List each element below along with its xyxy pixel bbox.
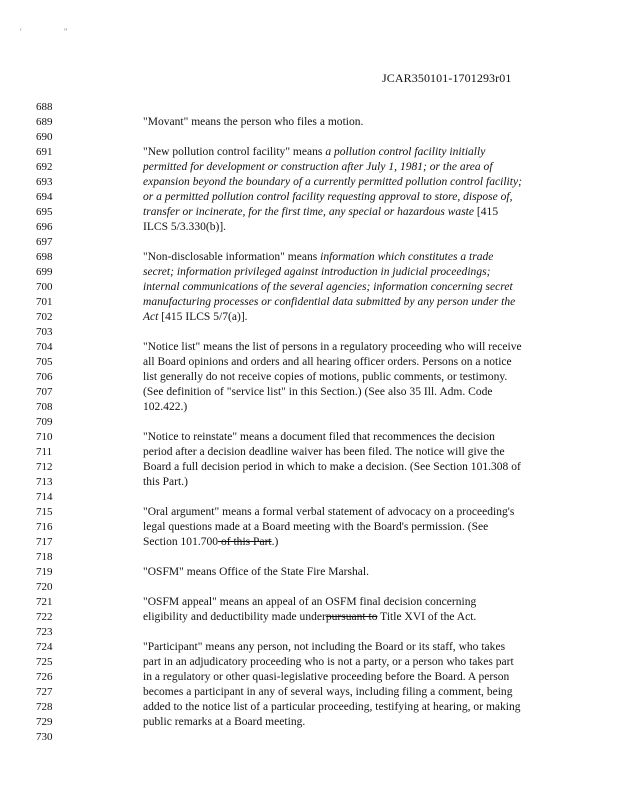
statutory-text: internal communications of the several agencies; information concerning secret <box>143 281 513 293</box>
definition-movant: "Movant" means the person who files a motion. <box>143 116 364 128</box>
line-number: 705 <box>36 356 53 368</box>
line-number: 694 <box>36 191 53 203</box>
term-text: "New pollution control facility" means <box>143 146 326 158</box>
line-number: 730 <box>36 731 53 743</box>
definition-text: (See definition of "service list" in this Section.) (See also 35 Ill. Adm. Code <box>143 386 493 398</box>
line-number: 700 <box>36 281 53 293</box>
definition-text: 102.422.) <box>143 401 188 413</box>
definition-text: list generally do not receive copies of motions, public comments, or testimony. <box>143 371 508 383</box>
line-number: 716 <box>36 521 53 533</box>
line-number: 710 <box>36 431 53 443</box>
citation-text: ILCS 5/3.330(b)]. <box>143 221 227 233</box>
statutory-text: expansion beyond the boundary of a currently permitted pollution control facility; <box>143 176 522 188</box>
line-number: 708 <box>36 401 53 413</box>
definition-osfm-appeal: "OSFM appeal" means an appeal of an OSFM final decision concerning <box>143 596 477 608</box>
deleted-text: pursuant to <box>325 611 378 623</box>
line-number: 725 <box>36 656 53 668</box>
statutory-text: permitted for development or construction after July 1, 1981; or the area of <box>143 161 493 173</box>
citation-text: [415 ILCS 5/7(a)]. <box>158 311 248 323</box>
definition-text <box>143 536 278 548</box>
line-number: 727 <box>36 686 53 698</box>
definition-text: public remarks at a Board meeting. <box>143 716 306 728</box>
definition-text: this Part.) <box>143 476 188 488</box>
statutory-text: transfer or incinerate, for the first time, any special or hazardous waste <box>143 206 475 218</box>
line-number: 726 <box>36 671 53 683</box>
line-number: 719 <box>36 566 53 578</box>
line-number: 692 <box>36 161 53 173</box>
definition-text <box>143 311 248 323</box>
line-number: 696 <box>36 221 53 233</box>
line-number: 713 <box>36 476 53 488</box>
deleted-text: of this Part <box>218 536 272 548</box>
statutory-text: Act <box>143 311 159 323</box>
statutory-text: information which constitutes a trade <box>320 251 494 263</box>
definition-text: in a regulatory or other quasi-legislative proceeding before the Board. A person <box>143 671 510 683</box>
line-number: 717 <box>36 536 53 548</box>
definition-text: period after a decision deadline waiver has been filed. The notice will give the <box>143 446 505 458</box>
line-number: 701 <box>36 296 53 308</box>
line-number: 709 <box>36 416 53 428</box>
definition-text: eligibility and deductibility made under <box>143 611 326 623</box>
definition-text: legal questions made at a Board meeting with the Board's permission. (See <box>143 521 489 533</box>
line-number: 698 <box>36 251 53 263</box>
definition-osfm: "OSFM" means Office of the State Fire Marshal. <box>143 566 370 578</box>
definition-text: becomes a participant in any of several ways, including filing a comment, being <box>143 686 513 698</box>
statutory-text: a pollution control facility initially <box>325 146 486 158</box>
line-number: 712 <box>36 461 53 473</box>
statutory-text: secret; information privileged against introduction in judicial proceedings; <box>143 266 491 278</box>
definition-text: all Board opinions and orders and all hearing officer orders. Persons on a notice <box>143 356 512 368</box>
line-number: 695 <box>36 206 53 218</box>
definition-text: part in an adjudicatory proceeding who is not a party, or a person who takes part <box>143 656 514 668</box>
definition-participant: "Participant" means any person, not including the Board or its staff, who takes <box>143 641 506 653</box>
document-id: JCAR350101-1701293r01 <box>382 71 512 85</box>
line-number: 728 <box>36 701 53 713</box>
statutory-text: or a permitted pollution control facility requesting approval to store, dispose of, <box>143 191 513 203</box>
line-number: 699 <box>36 266 53 278</box>
scan-specks: ' " <box>20 27 88 37</box>
line-number: 707 <box>36 386 53 398</box>
line-number: 723 <box>36 626 53 638</box>
line-number: 718 <box>36 551 53 563</box>
definition-text <box>143 206 498 218</box>
definition-non-disclosable-information <box>143 251 493 263</box>
line-number: 724 <box>36 641 53 653</box>
citation-text: [415 <box>474 206 499 218</box>
definition-notice-to-reinstate: "Notice to reinstate" means a document filed that recommences the decision <box>143 431 495 443</box>
term-text: "Non-disclosable information" means <box>143 251 321 263</box>
definition-text: Section 101.700 <box>143 536 219 548</box>
line-number: 704 <box>36 341 53 353</box>
line-number: 690 <box>36 131 53 143</box>
line-number: 702 <box>36 311 53 323</box>
line-number: 721 <box>36 596 53 608</box>
definition-text: Title XVI of the Act. <box>377 611 477 623</box>
line-number: 703 <box>36 326 53 338</box>
definition-text <box>143 611 476 623</box>
line-number: 706 <box>36 371 53 383</box>
statutory-text: manufacturing processes or confidential data submitted by any person under the <box>143 296 516 308</box>
definition-oral-argument: "Oral argument" means a formal verbal statement of advocacy on a proceeding's <box>143 506 515 518</box>
line-number: 729 <box>36 716 53 728</box>
line-number: 689 <box>36 116 53 128</box>
definition-text: added to the notice list of a particular proceeding, testifying at hearing, or making <box>143 701 521 713</box>
definition-text: Board a full decision period in which to make a decision. (See Section 101.308 of <box>143 461 521 473</box>
line-number: 720 <box>36 581 53 593</box>
line-number: 693 <box>36 176 53 188</box>
line-number: 691 <box>36 146 53 158</box>
line-number: 697 <box>36 236 53 248</box>
definition-new-pollution-control-facility <box>143 146 485 158</box>
definition-text: .) <box>271 536 279 548</box>
line-number: 715 <box>36 506 53 518</box>
line-number: 711 <box>36 446 53 458</box>
line-number: 714 <box>36 491 53 503</box>
line-number: 722 <box>36 611 53 623</box>
definition-notice-list: "Notice list" means the list of persons in a regulatory proceeding who will receive <box>143 341 522 353</box>
line-number: 688 <box>36 101 53 113</box>
